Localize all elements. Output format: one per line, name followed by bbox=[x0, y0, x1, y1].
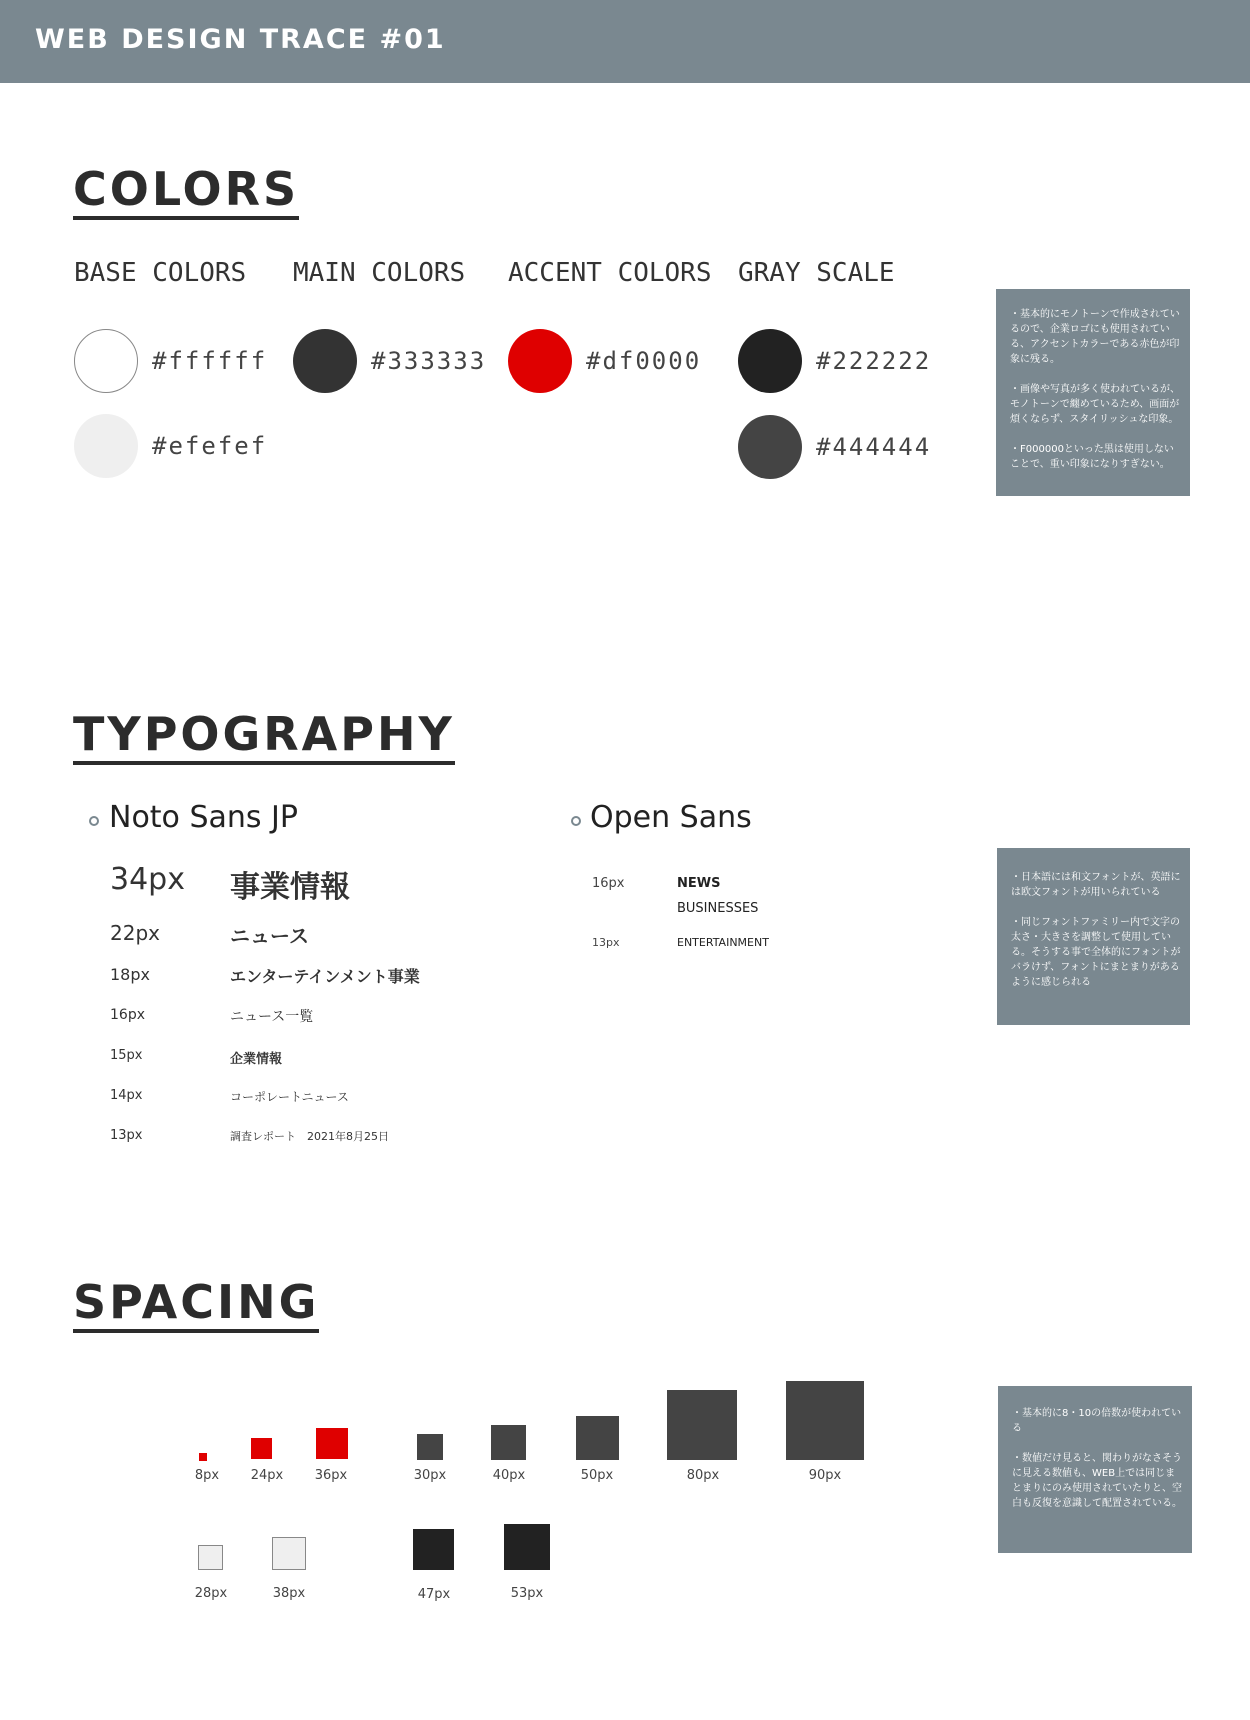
spacing-square-90 bbox=[786, 1381, 864, 1460]
spacing-square-50 bbox=[576, 1416, 619, 1460]
main-colors-heading: MAIN COLORS bbox=[293, 258, 466, 288]
colors-note-1: ・基本的にモノトーンで作成されているので、企業ロゴにも使用されている、アクセントカラーである赤色が印象に残る。 bbox=[1010, 309, 1180, 365]
page-title: WEB DESIGN TRACE #01 bbox=[35, 24, 446, 55]
colors-note bbox=[996, 289, 1190, 496]
color-swatch-gray-dark bbox=[738, 329, 802, 393]
spacing-note-1: ・基本的に8・10の倍数が使われている bbox=[1012, 1408, 1182, 1434]
spacing-square-80 bbox=[667, 1390, 737, 1460]
spacing-square-36 bbox=[316, 1428, 348, 1459]
color-swatch-main bbox=[293, 329, 357, 393]
typography-section-title: TYPOGRAPHY bbox=[73, 711, 455, 765]
hex-label-main: #333333 bbox=[371, 347, 487, 375]
noto-sample-16: ニュース一覧 bbox=[230, 1009, 314, 1025]
spacing-square-28 bbox=[198, 1545, 223, 1570]
spacing-label-36: 36px bbox=[314, 1468, 348, 1483]
opensans-size-16: 16px bbox=[592, 876, 625, 891]
noto-size-16: 16px bbox=[110, 1007, 145, 1023]
noto-font-name: Noto Sans JP bbox=[109, 800, 298, 835]
noto-sample-13: 調査レポート 2021年8月25日 bbox=[230, 1130, 389, 1143]
opensans-sample-news: NEWS bbox=[677, 876, 721, 891]
spacing-note bbox=[998, 1386, 1192, 1553]
noto-size-13: 13px bbox=[110, 1128, 143, 1143]
typography-note-2: ・同じフォントファミリー内で文字の太さ・大きさを調整して使用している。そうする事で全体的にフォントがバラけず、フォントにまとまりがあるように感じられる bbox=[1011, 917, 1181, 988]
base-colors-heading: BASE COLORS bbox=[74, 258, 247, 288]
spacing-label-8: 8px bbox=[194, 1468, 220, 1483]
hex-label-gray: #444444 bbox=[816, 433, 932, 461]
spacing-square-53 bbox=[504, 1524, 550, 1570]
spacing-label-28: 28px bbox=[194, 1586, 228, 1601]
opensans-size-13: 13px bbox=[592, 936, 620, 949]
noto-size-22: 22px bbox=[110, 921, 160, 945]
spacing-label-38: 38px bbox=[272, 1586, 306, 1601]
color-swatch-gray bbox=[738, 415, 802, 479]
spacing-label-90: 90px bbox=[808, 1468, 842, 1483]
hex-label-white: #ffffff bbox=[152, 347, 268, 375]
spacing-section-title: SPACING bbox=[73, 1279, 319, 1333]
colors-section-title: COLORS bbox=[73, 166, 299, 220]
spacing-label-50: 50px bbox=[580, 1468, 614, 1483]
colors-note-2: ・画像や写真が多く使われているが、モノトーンで纏めているため、画面が煩くならず、スタイリッシュな印象。 bbox=[1010, 384, 1180, 425]
spacing-note-2: ・数値だけ見ると、関わりがなさそうに見える数値も、WEB上では同じまとまりにのみ使用されていたりと、空白も反復を意識して配置されている。 bbox=[1012, 1453, 1182, 1509]
opensans-bullet-icon bbox=[571, 816, 581, 826]
noto-size-18: 18px bbox=[110, 965, 150, 984]
accent-colors-heading: ACCENT COLORS bbox=[508, 258, 712, 288]
spacing-label-53: 53px bbox=[510, 1586, 544, 1601]
opensans-font-name: Open Sans bbox=[590, 800, 752, 835]
color-swatch-accent bbox=[508, 329, 572, 393]
hex-label-light-gray: #efefef bbox=[152, 432, 268, 460]
color-swatch-light-gray bbox=[74, 414, 138, 478]
hex-label-gray-dark: #222222 bbox=[816, 347, 932, 375]
spacing-label-40: 40px bbox=[492, 1468, 526, 1483]
noto-size-34: 34px bbox=[110, 862, 185, 897]
hex-label-accent: #df0000 bbox=[586, 347, 702, 375]
spacing-label-47: 47px bbox=[417, 1587, 451, 1602]
noto-size-15: 15px bbox=[110, 1048, 143, 1063]
noto-bullet-icon bbox=[89, 816, 99, 826]
color-swatch-white bbox=[74, 329, 138, 393]
typography-note bbox=[997, 848, 1190, 1025]
spacing-label-24: 24px bbox=[250, 1468, 284, 1483]
noto-sample-34: 事業情報 bbox=[230, 870, 350, 905]
spacing-square-8 bbox=[199, 1453, 207, 1461]
opensans-sample-businesses: BUSINESSES bbox=[677, 901, 759, 916]
page-header bbox=[0, 0, 1250, 83]
typography-note-1: ・日本語には和文フォントが、英語には欧文フォントが用いられている bbox=[1011, 872, 1181, 898]
gray-scale-heading: GRAY SCALE bbox=[738, 258, 895, 288]
opensans-sample-entertainment: ENTERTAINMENT bbox=[677, 936, 769, 949]
spacing-square-38 bbox=[272, 1537, 306, 1570]
noto-sample-18: エンターテインメント事業 bbox=[230, 967, 420, 986]
colors-note-3: ・F000000といった黒は使用しないことで、重い印象になりすぎない。 bbox=[1010, 444, 1174, 470]
spacing-label-30: 30px bbox=[413, 1468, 447, 1483]
noto-sample-15: 企業情報 bbox=[230, 1052, 283, 1067]
spacing-square-30 bbox=[417, 1434, 443, 1460]
noto-sample-22: ニュース bbox=[230, 924, 309, 948]
spacing-square-24 bbox=[251, 1438, 272, 1459]
noto-sample-14: コーポレートニュース bbox=[230, 1090, 349, 1104]
spacing-square-47 bbox=[413, 1529, 454, 1570]
spacing-square-40 bbox=[491, 1425, 526, 1460]
spacing-label-80: 80px bbox=[686, 1468, 720, 1483]
noto-size-14: 14px bbox=[110, 1088, 143, 1103]
